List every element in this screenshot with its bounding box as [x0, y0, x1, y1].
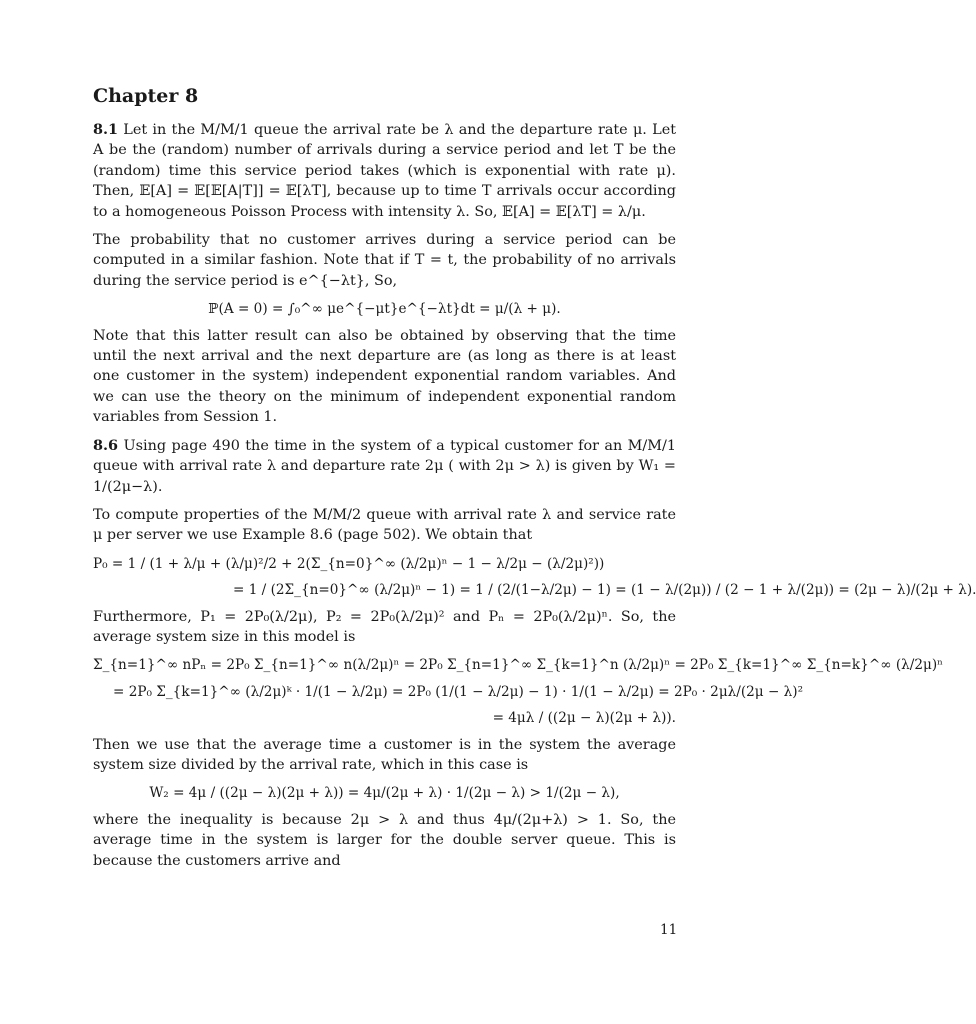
paragraph-average-time: Then we use that the average time a customer is in the system the average system size divided by the arrival rate, which in this case is: [93, 736, 676, 773]
paragraph-8-6: [93, 436, 676, 497]
paragraph-furthermore: Furthermore, P₁ = 2P₀(λ/2μ), P₂ = 2P₀(λ/2μ)² and Pₙ = 2P₀(λ/2μ)ⁿ. So, the average system size in this model is: [93, 608, 676, 645]
paragraph-inequality: where the inequality is because 2μ > λ and thus 4μ/(2μ+λ) > 1. So, the average time in the system is larger for the double server queue. This is because the customers arrive and: [93, 811, 676, 869]
chapter-title: Chapter 8: [93, 85, 199, 107]
equation-system-size-line1: Σ_{n=1}^∞ nPₙ = 2P₀ Σ_{n=1}^∞ n(λ/2μ)ⁿ = 2P₀ Σ_{n=1}^∞ Σ_{k=1}^n (λ/2μ)ⁿ = 2P₀ Σ_{k=1}^∞ Σ_{n=k}^∞ (λ/2μ)ⁿ: [93, 657, 944, 674]
equation-system-size-line2: = 2P₀ Σ_{k=1}^∞ (λ/2μ)ᵏ · 1/(1 − λ/2μ) = 2P₀ (1/(1 − λ/2μ) − 1) · 1/(1 − λ/2μ) = 2P₀ · 2μλ/(2μ − λ)²: [113, 683, 804, 700]
equation-prob-no-arrival: ℙ(A = 0) = ∫₀^∞ μe^{−μt}e^{−λt}dt = μ/(λ + μ).: [208, 301, 561, 318]
paragraph-text: Using page 490 the time in the system of a typical customer for an M/M/1 queue with arrival rate λ and departure rate 2μ ( with 2μ > λ) is given by W₁ = 1/(2μ−λ).: [93, 437, 676, 495]
paragraph-mm2: To compute properties of the M/M/2 queue with arrival rate λ and service rate μ per server we use Example 8.6 (page 502). We obtain that: [93, 506, 676, 544]
content-column: [93, 84, 976, 879]
exercise-label: 8.6: [93, 436, 119, 454]
paragraph-8-1: [93, 120, 676, 222]
paragraph-text: Let in the M/M/1 queue the arrival rate be λ and the departure rate μ. Let A be the (random) number of arrivals during a service period and let T be the (random) time this service period takes (which is exponential with rate μ). Then, 𝔼[A] = 𝔼[𝔼[A|T]] = 𝔼[λT], because up to time T arrivals occur according to a homogeneous Poisson Process with intensity λ. So, 𝔼[A] = 𝔼[λT] = λ/μ.: [93, 122, 676, 220]
paragraph-note: Note that this latter result can also be obtained by observing that the time until the next arrival and the next departure are (as long as there is at least one customer in the system) independent exponential random variables. And we can use the theory on the minimum of independent exponential random variables from Session 1.: [93, 327, 676, 426]
equation-system-size-line3: = 4μλ / ((2μ − λ)(2μ + λ)).: [492, 710, 676, 727]
equation-w2: W₂ = 4μ / ((2μ − λ)(2μ + λ)) = 4μ/(2μ + λ) · 1/(2μ − λ) > 1/(2μ − λ),: [149, 785, 620, 802]
equation-p0-line2: = 1 / (2Σ_{n=0}^∞ (λ/2μ)ⁿ − 1) = 1 / (2/(1−λ/2μ) − 1) = (1 − λ/(2μ)) / (2 − 1 + λ/(2μ)) = (2μ − λ)/(2μ + λ).: [233, 582, 976, 599]
equation-p0-line1: P₀ = 1 / (1 + λ/μ + (λ/μ)²/2 + 2(Σ_{n=0}^∞ (λ/2μ)ⁿ − 1 − λ/2μ − (λ/2μ)²)): [93, 555, 605, 572]
paragraph-no-arrivals: The probability that no customer arrives during a service period can be computed in a similar fashion. Note that if T = t, the probability of no arrivals during the service period is e^{−λt}, So,: [93, 232, 676, 289]
page-number: 11: [660, 922, 678, 938]
exercise-label: 8.1: [93, 121, 119, 138]
